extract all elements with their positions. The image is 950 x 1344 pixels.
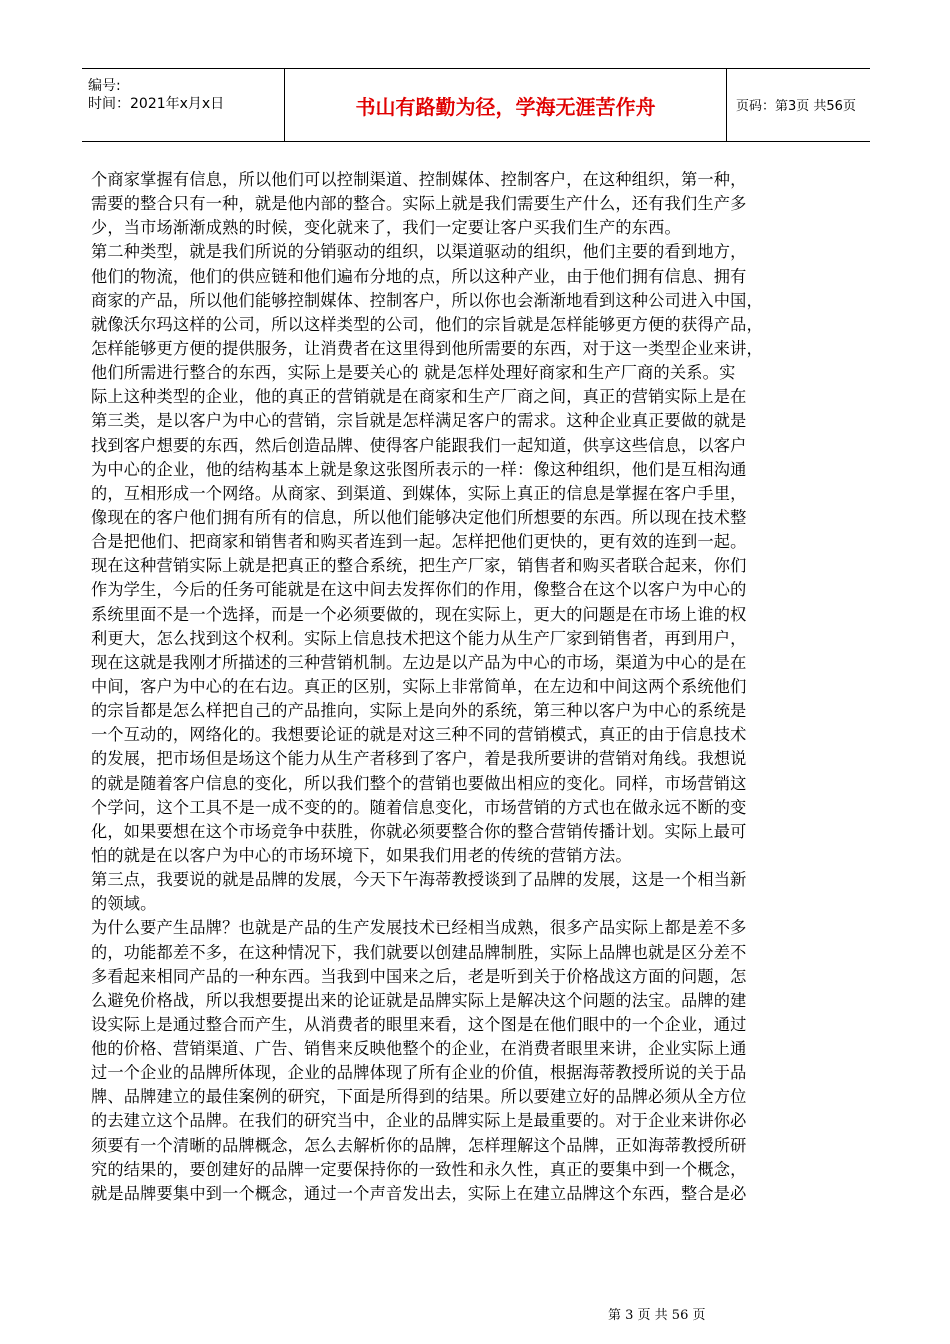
- body-line: 就像沃尔玛这样的公司，所以这样类型的公司，他们的宗旨就是怎样能够更方便的获得产品，: [91, 314, 763, 334]
- body-line: 商家的产品，所以他们能够控制媒体、控制客户，所以你也会渐渐地看到这种公司进入中国，: [91, 290, 763, 310]
- body-line: 须要有一个清晰的品牌概念，怎么去解析你的品牌，怎样理解这个品牌，正如海蒂教授所研: [91, 1135, 747, 1155]
- body-line: 他的价格、营销渠道、广告、销售来反映他整个的企业，在消费者眼里来讲，企业实际上通: [91, 1039, 747, 1059]
- body-line: 的，功能都差不多，在这种情况下，我们就要以创建品牌制胜，实际上品牌也就是区分差不: [91, 942, 747, 962]
- body-line: 第二种类型，就是我们所说的分销驱动的组织，以渠道驱动的组织，他们主要的看到地方，: [91, 242, 747, 262]
- page-header: [82, 68, 870, 142]
- body-line: 他们的物流，他们的供应链和他们遍布分地的点，所以这种产业，由于他们拥有信息、拥有: [91, 266, 747, 286]
- body-line: 化，如果要想在这个市场竞争中获胜，你就必须要整合你的整合营销传播计划。实际上最可: [91, 821, 747, 841]
- body-line: 的宗旨都是怎么样把自己的产品推向，实际上是向外的系统，第三种以客户为中心的系统是: [91, 701, 747, 721]
- body-line: 他们所需进行整合的东西，实际上是要关心的 就是怎样处理好商家和生产厂商的关系。实: [91, 363, 736, 383]
- body-line: 第三点，我要说的就是品牌的发展，今天下午海蒂教授谈到了品牌的发展，这是一个相当新: [91, 870, 747, 890]
- body-line: 牌、品牌建立的最佳案例的研究，下面是所得到的结果。所以要建立好的品牌必须从全方位: [91, 1087, 747, 1107]
- body-line: 的就是随着客户信息的变化，所以我们整个的营销也要做出相应的变化。同样，市场营销这: [91, 773, 747, 793]
- body-line: 系统里面不是一个选择，而是一个必须要做的，现在实际上，更大的问题是在市场上谁的权: [91, 604, 747, 624]
- body-line: 多看起来相同产品的一种东西。当我到中国来之后，老是听到关于价格战这方面的问题，怎: [91, 966, 747, 986]
- document-time-label: 时间：2021年x月x日: [88, 96, 225, 112]
- body-line: 设实际上是通过整合而产生，从消费者的眼里来看，这个图是在他们眼中的一个企业，通过: [91, 1014, 747, 1034]
- body-line: 现在这种营销实际上就是把真正的整合系统，把生产厂家，销售者和购买者联合起来，你们: [91, 556, 747, 576]
- document-number-label: 编号:: [88, 78, 121, 94]
- body-line: 的发展，把市场但是场这个能力从生产者移到了客户，着是我所要讲的营销对角线。我想说: [91, 749, 747, 769]
- body-line: 个商家掌握有信息，所以他们可以控制渠道、控制媒体、控制客户，在这种组织，第一种，: [91, 170, 747, 189]
- body-line: 利更大，怎么找到这个权利。实际上信息技术把这个能力从生产厂家到销售者，再到用户，: [91, 628, 747, 648]
- body-line: 需要的整合只有一种，就是他内部的整合。实际上就是我们需要生产什么，还有我们生产多: [91, 194, 747, 214]
- body-text: [91, 168, 865, 1206]
- body-line: 的，互相形成一个网络。从商家、到渠道、到媒体，实际上真正的信息是掌握在客户手里，: [91, 483, 747, 503]
- body-line: 怎样能够更方便的提供服务，让消费者在这里得到他所需要的东西，对于这一类型企业来讲，: [91, 338, 763, 358]
- body-line: 现在这就是我刚才所描述的三种营销机制。左边是以产品为中心的市场，渠道为中心的是在: [91, 652, 747, 672]
- body-line: 一个互动的，网络化的。我想要论证的就是对这三种不同的营销模式，真正的由于信息技术: [91, 725, 747, 745]
- body-line: 就是品牌要集中到一个概念，通过一个声音发出去，实际上在建立品牌这个东西，整合是必: [91, 1183, 747, 1203]
- body-line: 究的结果的，要创建好的品牌一定要保持你的一致性和永久性，真正的要集中到一个概念，: [91, 1159, 747, 1179]
- body-line: 的去建立这个品牌。在我们的研究当中，企业的品牌实际上是最重要的。对于企业来讲你必: [91, 1111, 747, 1131]
- header-page-cell: [728, 69, 870, 141]
- body-line: 过一个企业的品牌所体现，企业的品牌体现了所有企业的价值，根据海蒂教授所说的关于品: [91, 1063, 747, 1083]
- footer-page-number: 第 3 页 共 56 页: [608, 1308, 706, 1323]
- body-line: 个学问，这个工具不是一成不变的的。随着信息变化，市场营销的方式也在做永远不断的变: [91, 797, 747, 817]
- body-line: 怕的就是在以客户为中心的市场环境下，如果我们用老的传统的营销方法。: [91, 845, 632, 865]
- body-line: 找到客户想要的东西，然后创造品牌、使得客户能跟我们一起知道，供享这些信息，以客户: [91, 435, 747, 455]
- body-line: 么避免价格战，所以我想要提出来的论证就是品牌实际上是解决这个问题的法宝。品牌的建: [91, 990, 747, 1010]
- body-line: 少，当市场渐渐成熟的时候，变化就来了，我们一定要让客户买我们生产的东西。: [91, 218, 681, 238]
- body-line: 像现在的客户他们拥有所有的信息，所以他们能够决定他们所想要的东西。所以现在技术整: [91, 507, 747, 527]
- body-line: 第三类，是以客户为中心的营销，宗旨就是怎样满足客户的需求。这种企业真正要做的就是: [91, 411, 747, 431]
- body-line: 合是把他们、把商家和销售者和购买者连到一起。怎样把他们更快的，更有效的连到一起。: [91, 532, 747, 552]
- body-line: 为中心的企业，他的结构基本上就是象这张图所表示的一样：像这种组织，他们是互相沟通: [91, 459, 747, 479]
- body-line: 为什么要产生品牌？也就是产品的生产发展技术已经相当成熟，很多产品实际上都是差不多: [91, 918, 747, 938]
- body-line: 的领域。: [91, 894, 157, 914]
- header-motto: 书山有路勤为径，学海无涯苦作舟: [355, 95, 656, 119]
- header-motto-cell: [285, 69, 727, 141]
- header-page-info: 页码：第3页 共56页: [736, 99, 856, 114]
- body-line: 作为学生，今后的任务可能就是在这中间去发挥你们的作用，像整合在这个以客户为中心的: [91, 580, 747, 600]
- body-line: 中间，客户为中心的在右边。真正的区别，实际上非常简单，在左边和中间这两个系统他们: [91, 676, 747, 696]
- body-line: 际上这种类型的企业，他的真正的营销就是在商家和生产厂商之间，真正的营销实际上是在: [91, 387, 747, 407]
- header-info-cell: [82, 69, 285, 141]
